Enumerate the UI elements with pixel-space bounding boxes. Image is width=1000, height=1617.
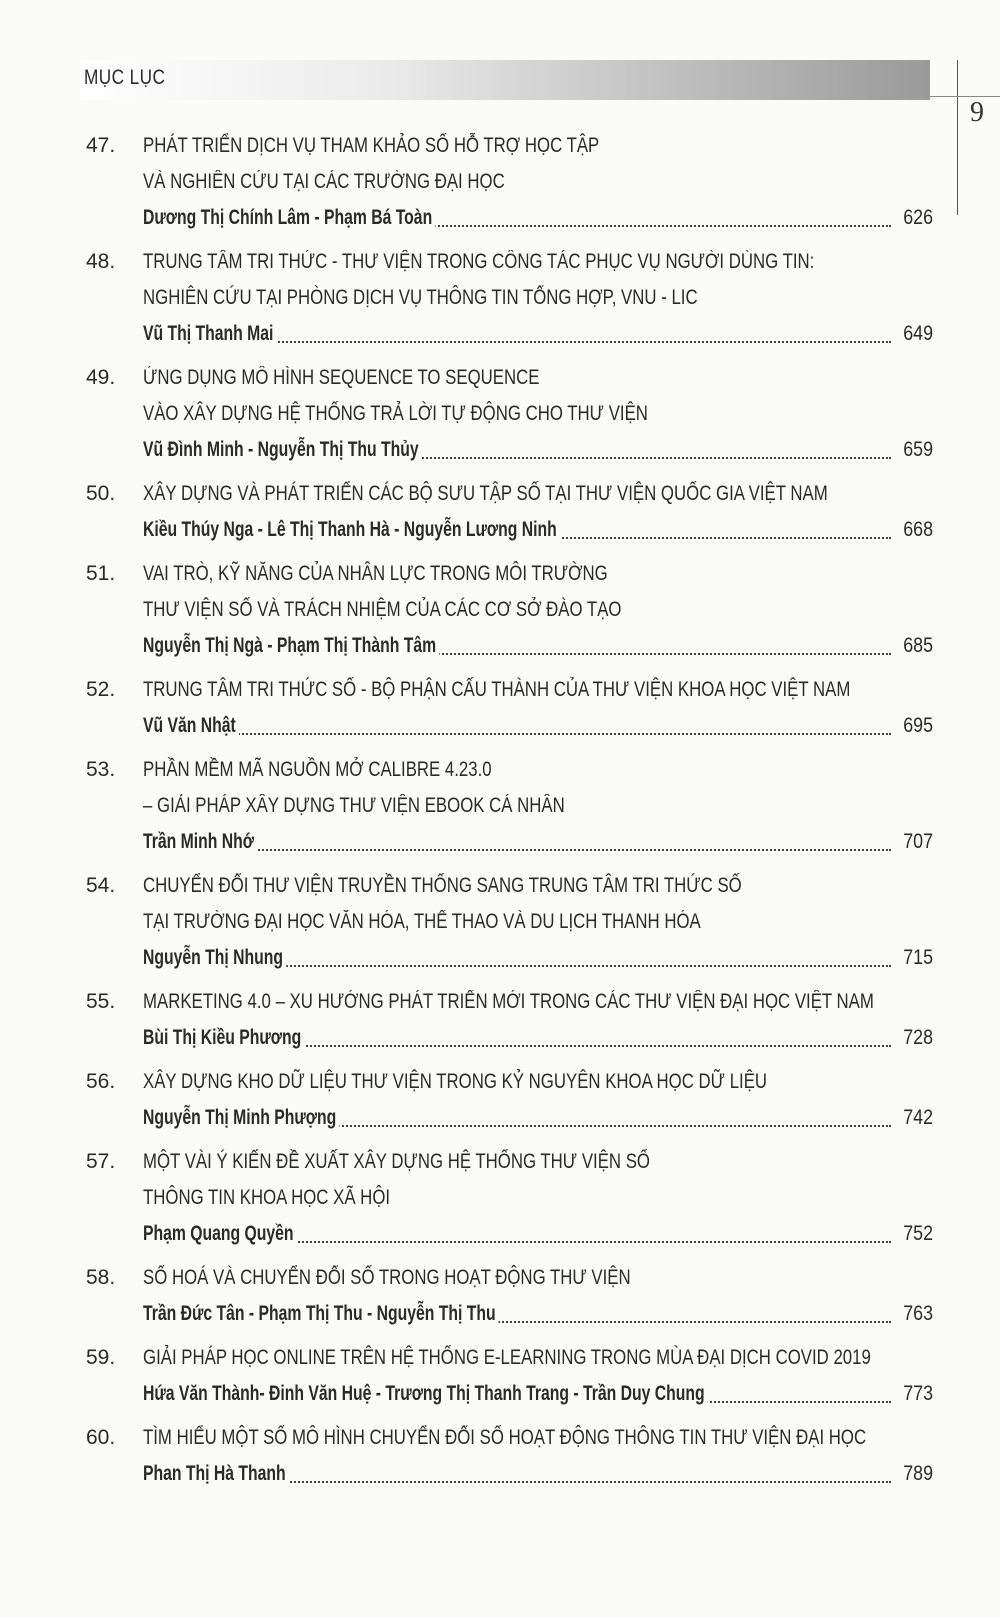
entry-title-line: THÔNG TIN KHOA HỌC XÃ HỘI [143,1186,391,1209]
entry-page-number: 668 [902,512,933,548]
entry-body [143,984,943,1056]
entry-authors: Vũ Đình Minh - Nguyễn Thị Thu Thủy [143,432,422,468]
entry-body [143,868,943,976]
entry-page-number: 626 [902,200,933,236]
entry-author-line [143,316,933,352]
entry-title-line: PHÁT TRIỂN DỊCH VỤ THAM KHẢO SỐ HỖ TRỢ HỌC TẬP [143,134,600,157]
dot-leader [143,733,891,735]
entry-number: 49. [86,366,116,389]
entry-number: 54. [86,874,116,897]
entry-author-line [143,1020,933,1056]
entry-page-number: 707 [902,824,933,860]
entry-number: 53. [86,758,116,781]
entry-title-line: PHẦN MỀM MÃ NGUỒN MỞ CALIBRE 4.23.0 [143,758,492,781]
entry-body [143,752,943,860]
section-title: MỤC LỤC [84,66,166,89]
entry-title-line: TẠI TRƯỜNG ĐẠI HỌC VĂN HÓA, THỂ THAO VÀ DU LỊCH THANH HÓA [143,910,701,933]
entry-body [143,360,943,468]
entry-authors: Nguyễn Thị Minh Phượng [143,1100,339,1136]
entry-authors: Hứa Văn Thành- Đinh Văn Huệ - Trương Thị Thanh Trang - Trần Duy Chung [143,1376,708,1412]
entry-page-number: 763 [902,1296,933,1332]
entry-title-line: VÀ NGHIÊN CỨU TẠI CÁC TRƯỜNG ĐẠI HỌC [143,170,505,193]
entry-authors: Vũ Văn Nhật [143,708,239,744]
entry-authors: Nguyễn Thị Nhung [143,940,286,976]
entry-page-number: 773 [902,1376,933,1412]
entry-number: 55. [86,990,116,1013]
entry-number: 50. [86,482,116,505]
entry-body [143,1420,943,1492]
entry-authors: Vũ Thị Thanh Mai [143,316,276,352]
entry-number: 57. [86,1150,116,1173]
entry-author-line [143,940,933,976]
entry-authors: Trần Minh Nhớ [143,824,257,860]
entry-title-line: MARKETING 4.0 – XU HƯỚNG PHÁT TRIỂN MỚI TRONG CÁC THƯ VIỆN ĐẠI HỌC VIỆT NAM [143,990,874,1013]
entry-authors: Bùi Thị Kiều Phương [143,1020,304,1056]
entry-page-number: 728 [902,1020,933,1056]
entry-page-number: 715 [902,940,933,976]
entry-page-number: 752 [902,1216,933,1252]
entry-author-line [143,1376,933,1412]
entry-title-line: VÀO XÂY DỰNG HỆ THỐNG TRẢ LỜI TỰ ĐỘNG CHO THƯ VIỆN [143,402,648,425]
entry-author-line [143,708,933,744]
entry-body [143,476,943,548]
entry-number: 48. [86,250,116,273]
entry-number: 47. [86,134,116,157]
entry-body [143,1144,943,1252]
entry-author-line [143,200,933,236]
entry-page-number: 695 [902,708,933,744]
entry-page-number: 789 [902,1456,933,1492]
entry-number: 60. [86,1426,116,1449]
entry-title-line: TÌM HIỂU MỘT SỐ MÔ HÌNH CHUYỂN ĐỔI SỐ HOẠT ĐỘNG THÔNG TIN THƯ VIỆN ĐẠI HỌC [143,1426,867,1449]
page-number-rule [930,96,1000,97]
entry-body [143,556,943,664]
entry-author-line [143,432,933,468]
entry-number: 56. [86,1070,116,1093]
entry-page-number: 659 [902,432,933,468]
entry-author-line [143,1100,933,1136]
entry-author-line [143,628,933,664]
header-bar [80,60,930,100]
entry-title-line: TRUNG TÂM TRI THỨC - THƯ VIỆN TRONG CÔNG TÁC PHỤC VỤ NGƯỜI DÙNG TIN: [143,250,815,273]
entry-title-line: SỐ HOÁ VÀ CHUYỂN ĐỔI SỐ TRONG HOẠT ĐỘNG THƯ VIỆN [143,1266,631,1289]
entry-title-line: NGHIÊN CỨU TẠI PHÒNG DỊCH VỤ THÔNG TIN TỔNG HỢP, VNU - LIC [143,286,698,309]
entry-number: 58. [86,1266,116,1289]
entry-title-line: XÂY DỰNG KHO DỮ LIỆU THƯ VIỆN TRONG KỶ NGUYÊN KHOA HỌC DỮ LIỆU [143,1070,768,1093]
entry-author-line [143,1296,933,1332]
entry-title-line: XÂY DỰNG VÀ PHÁT TRIỂN CÁC BỘ SƯU TẬP SỐ TẠI THƯ VIỆN QUỐC GIA VIỆT NAM [143,482,828,505]
entry-author-line [143,1216,933,1252]
entry-authors: Trần Đức Tân - Phạm Thị Thu - Nguyễn Thị Thu [143,1296,499,1332]
entry-page-number: 649 [902,316,933,352]
page-margin-rule [957,60,958,215]
entry-title-line: MỘT VÀI Ý KIẾN ĐỀ XUẤT XÂY DỰNG HỆ THỐNG THƯ VIỆN SỐ [143,1150,650,1173]
entry-title-line: TRUNG TÂM TRI THỨC SỐ - BỘ PHẬN CẤU THÀNH CỦA THƯ VIỆN KHOA HỌC VIỆT NAM [143,678,851,701]
entry-number: 59. [86,1346,116,1369]
entry-page-number: 742 [902,1100,933,1136]
entry-title-line: THƯ VIỆN SỐ VÀ TRÁCH NHIỆM CỦA CÁC CƠ SỞ ĐÀO TẠO [143,598,622,621]
entry-title-line: – GIẢI PHÁP XÂY DỰNG THƯ VIỆN EBOOK CÁ NHÂN [143,794,565,817]
entry-author-line [143,512,933,548]
entry-body [143,672,943,744]
entry-authors: Dương Thị Chính Lâm - Phạm Bá Toàn [143,200,435,236]
entry-body [143,1260,943,1332]
entry-author-line [143,1456,933,1492]
entry-author-line [143,824,933,860]
entry-body [143,1064,943,1136]
entry-title-line: CHUYỂN ĐỔI THƯ VIỆN TRUYỀN THỐNG SANG TRUNG TÂM TRI THỨC SỐ [143,874,742,897]
page-number: 9 [970,97,984,128]
entry-page-number: 685 [902,628,933,664]
entry-title-line: GIẢI PHÁP HỌC ONLINE TRÊN HỆ THỐNG E-LEARNING TRONG MÙA ĐẠI DỊCH COVID 2019 [143,1346,871,1369]
entry-authors: Kiều Thúy Nga - Lê Thị Thanh Hà - Nguyễn Lương Ninh [143,512,560,548]
entry-authors: Nguyễn Thị Ngà - Phạm Thị Thành Tâm [143,628,439,664]
entry-authors: Phạm Quang Quyền [143,1216,297,1252]
entry-authors: Phan Thị Hà Thanh [143,1456,289,1492]
entry-title-line: VAI TRÒ, KỸ NĂNG CỦA NHÂN LỰC TRONG MÔI TRƯỜNG [143,562,608,585]
entry-body [143,1340,943,1412]
entry-body [143,128,943,236]
entry-number: 51. [86,562,116,585]
entry-number: 52. [86,678,116,701]
entry-title-line: ỨNG DỤNG MÔ HÌNH SEQUENCE TO SEQUENCE [143,366,540,389]
entry-body [143,244,943,352]
